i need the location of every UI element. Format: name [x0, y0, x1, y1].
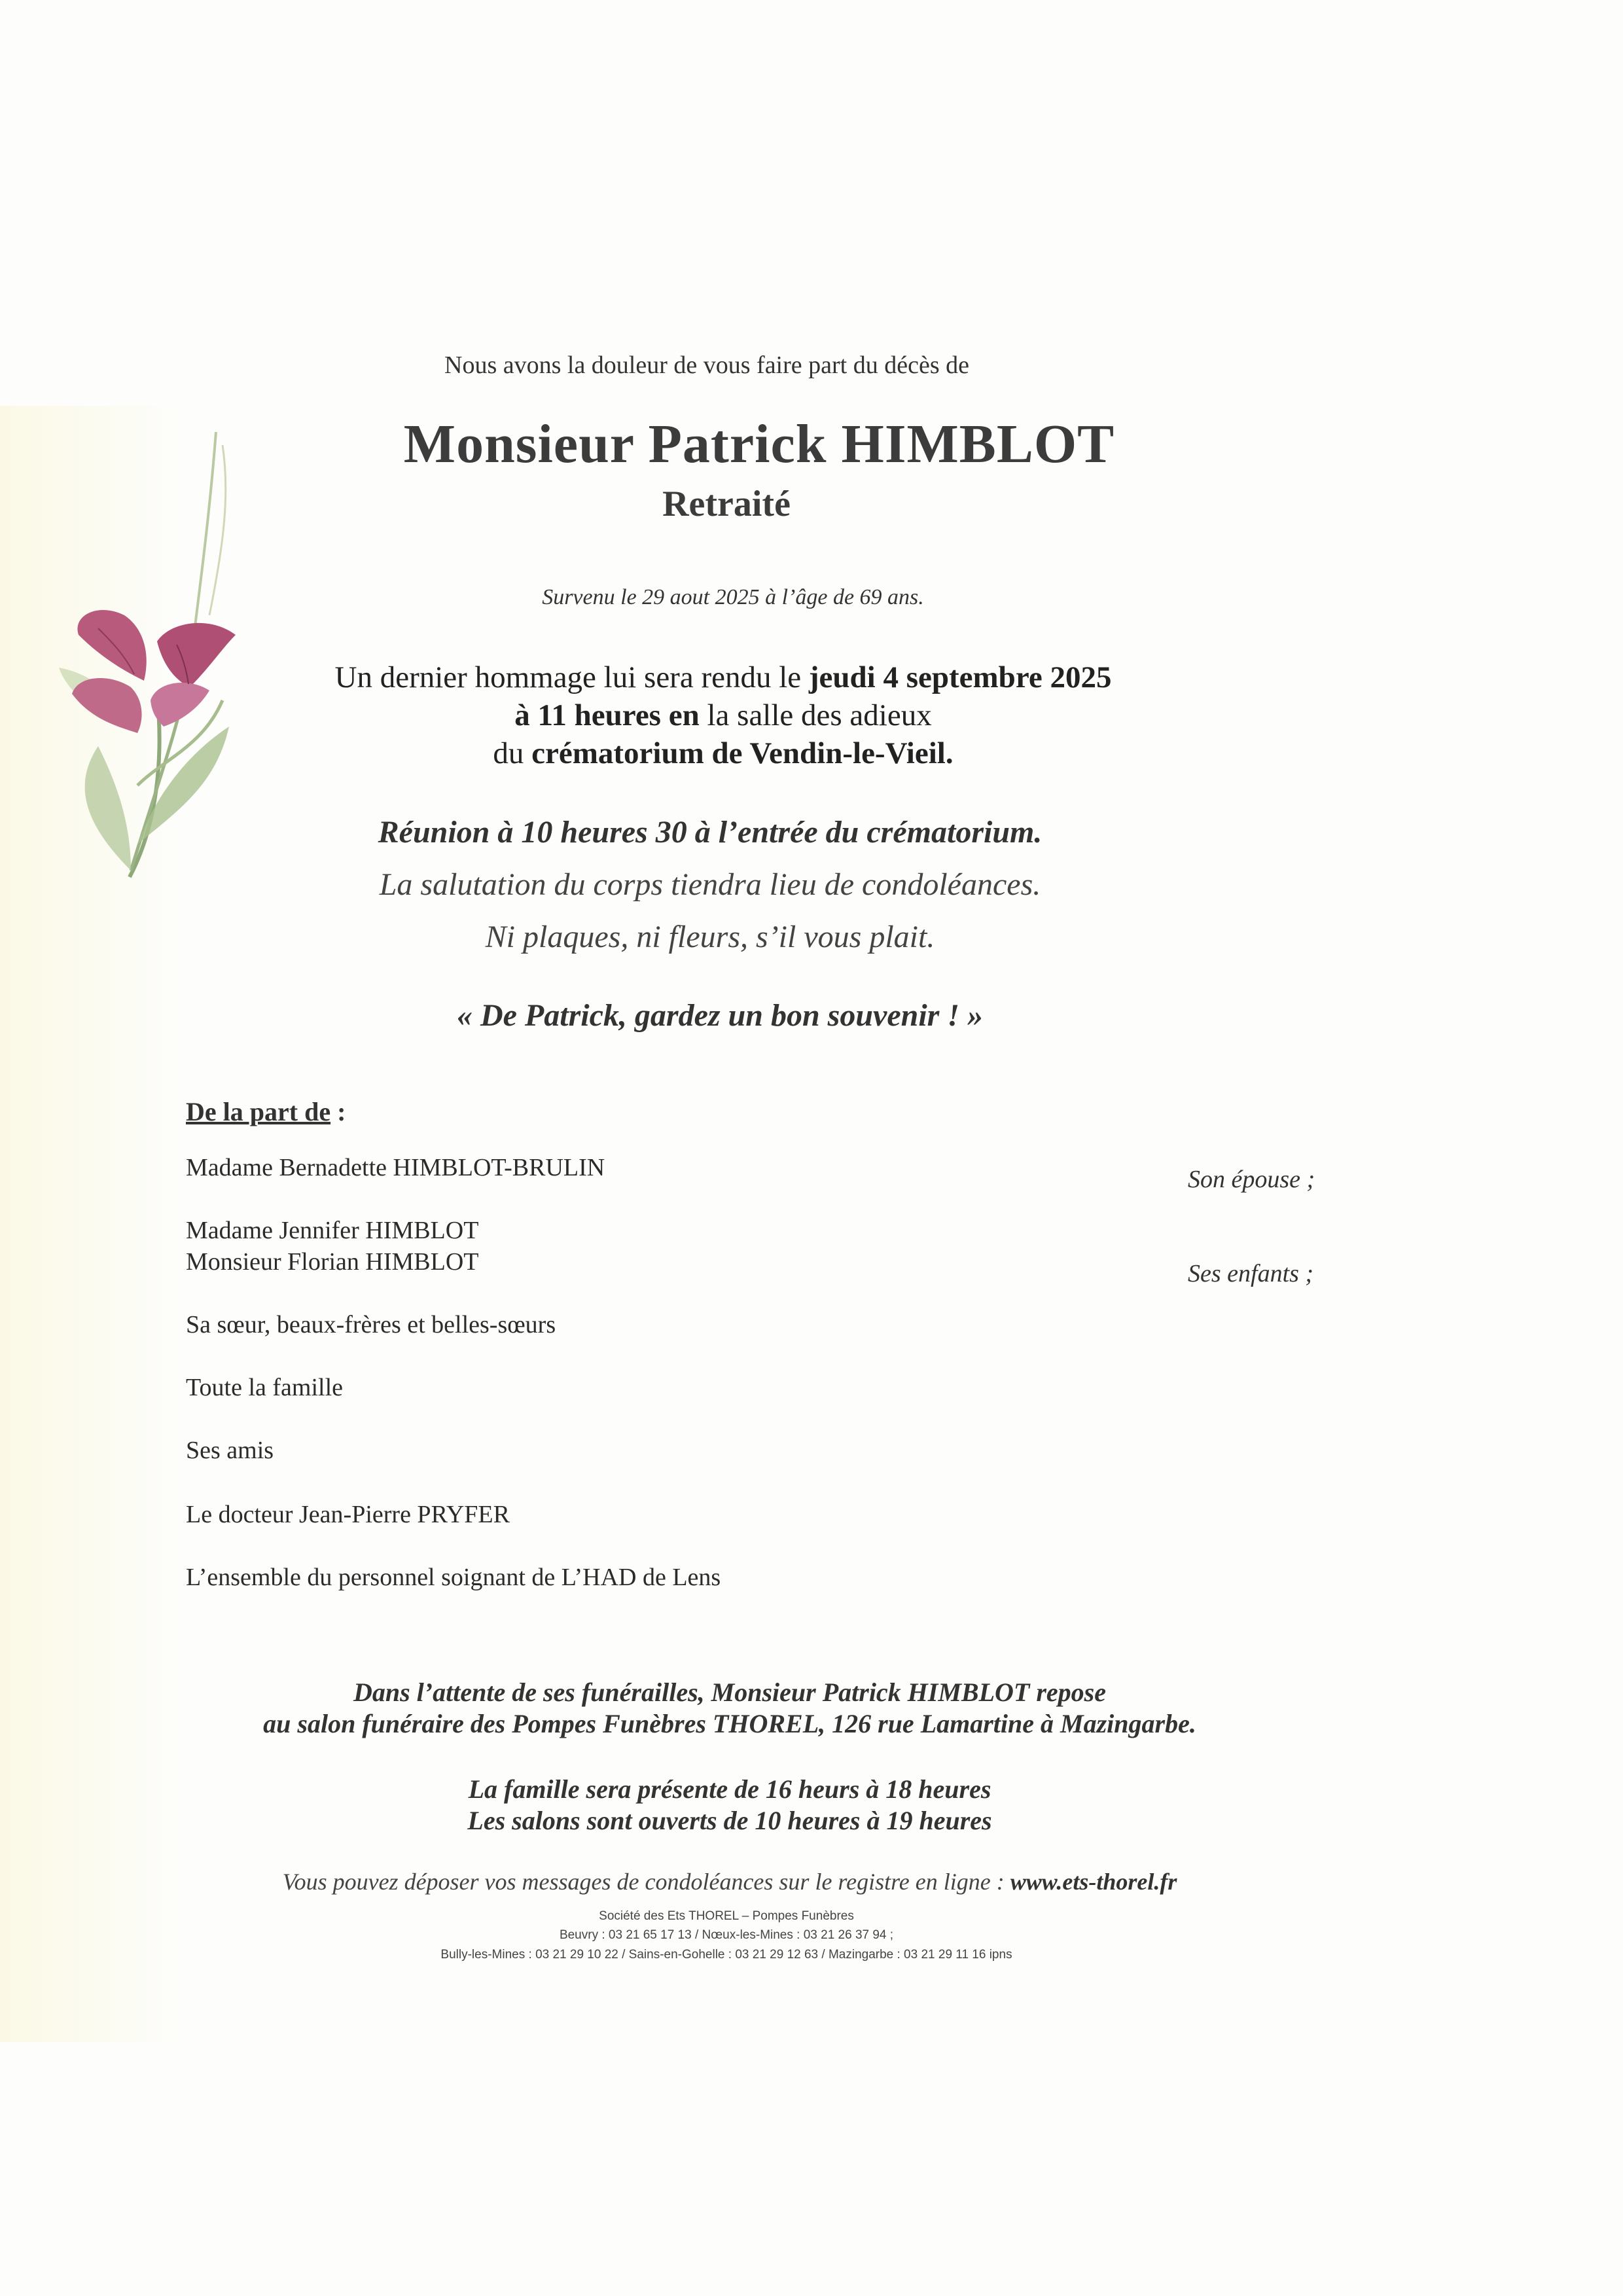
repose-line-1: Dans l’attente de ses funérailles, Monsieur Patrick HIMBLOT repose — [353, 1677, 1107, 1707]
family-heading — [186, 1096, 346, 1127]
ceremony-time: à 11 heures en — [514, 698, 700, 732]
family-member: Toute la famille — [186, 1374, 344, 1401]
ceremony-line-3-text: du — [493, 736, 532, 770]
presence-hours: La famille sera présente de 16 heurs à 18 heures — [468, 1774, 991, 1804]
ceremony-line-1-text: Un dernier hommage lui sera rendu le — [334, 660, 809, 694]
opening-hours: Les salons sont ouverts de 10 heures à 19 heures — [467, 1806, 992, 1835]
ceremony-location: crématorium de Vendin-le-Vieil. — [531, 736, 954, 770]
family-member: Madame Bernadette HIMBLOT-BRULIN — [186, 1154, 605, 1181]
online-registry-text: Vous pouvez déposer vos messages de condoléances sur le registre en ligne : — [282, 1869, 1010, 1895]
repose-line-2: au salon funéraire des Pompes Funèbres THOREL, 126 rue Lamartine à Mazingarbe. — [263, 1709, 1196, 1738]
family-member: Le docteur Jean-Pierre PRYFER — [186, 1501, 510, 1528]
footer-phones-1: Beuvry : 03 21 65 17 13 / Nœux-les-Mines : 03 21 26 37 94 ; — [559, 1928, 894, 1942]
ceremony-line-3 — [0, 736, 1446, 771]
family-member: L’ensemble du personnel soignant de L’HAD de Lens — [186, 1564, 721, 1591]
ceremony-line-1 — [0, 660, 1446, 695]
reunion-note: Réunion à 10 heures 30 à l’entrée du crématorium. — [378, 815, 1043, 850]
footer-company: Société des Ets THOREL – Pompes Funèbres — [599, 1909, 854, 1923]
family-heading-colon: : — [330, 1097, 346, 1126]
family-member: Sa sœur, beaux-frères et belles-sœurs — [186, 1311, 556, 1338]
online-registry-line — [0, 1868, 1459, 1895]
profession: Retraité — [662, 484, 791, 524]
family-member: Ses amis — [186, 1437, 274, 1464]
family-member: Monsieur Florian HIMBLOT — [186, 1248, 479, 1276]
ceremony-date: jeudi 4 septembre 2025 — [808, 660, 1112, 694]
ceremony-line-2-text: la salle des adieux — [699, 698, 932, 732]
footer-phones-2: Bully-les-Mines : 03 21 29 10 22 / Sains-en-Gohelle : 03 21 29 12 63 / Mazingarbe : 03 21 29 11 16 ipns — [440, 1948, 1012, 1962]
deceased-date-line: Survenu le 29 aout 2025 à l’âge de 69 ans. — [542, 585, 924, 609]
intro-line: Nous avons la douleur de vous faire part du décès de — [444, 351, 969, 379]
memorial-quote: « De Patrick, gardez un bon souvenir ! » — [456, 998, 984, 1033]
ceremony-line-2 — [0, 698, 1446, 733]
flowers-note: Ni plaques, ni fleurs, s’il vous plait. — [485, 920, 935, 954]
family-heading-text: De la part de — [186, 1097, 331, 1126]
registry-link[interactable]: www.ets-thorel.fr — [1010, 1869, 1177, 1895]
deceased-name: Monsieur Patrick HIMBLOT — [403, 414, 1115, 475]
relation-label: Son épouse ; — [1188, 1166, 1315, 1193]
relation-label: Ses enfants ; — [1188, 1260, 1314, 1287]
family-member: Madame Jennifer HIMBLOT — [186, 1217, 479, 1244]
salutation-note: La salutation du corps tiendra lieu de condoléances. — [379, 867, 1041, 902]
